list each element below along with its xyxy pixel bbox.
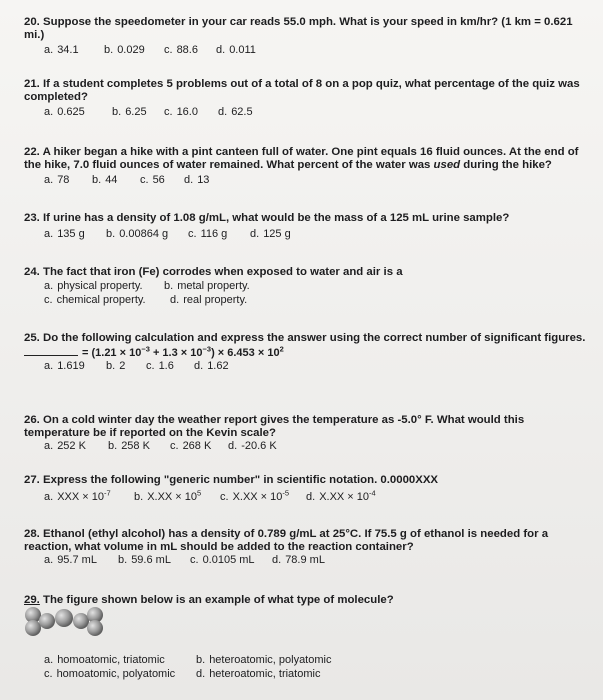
question-23 (24, 212, 589, 244)
option-d[interactable]: d. real property. (170, 293, 248, 306)
option-b[interactable]: b. metal property. (164, 279, 250, 292)
option-a[interactable]: a. XXX × $10^{-7}$ (44, 487, 111, 503)
calculation-formula: = $(1.21 \times 10^{-3} + 1.3 \times 10^{-3}) \times 6.453 \times 10^2$ (24, 347, 589, 359)
option-d[interactable]: d. 125 g (250, 227, 291, 240)
question-20 (24, 16, 589, 60)
answer-options (24, 487, 589, 507)
atom (39, 613, 55, 629)
answer-options (24, 360, 589, 376)
question-stem: 25. Do the following calculation and express the answer using the correct number of significant figures. (24, 332, 586, 344)
option-c[interactable]: c. chemical property. (44, 293, 146, 306)
question-stem: 24. The fact that iron (Fe) corrodes when exposed to water and air is a (24, 266, 403, 278)
option-d[interactable]: d. 1.62 (194, 359, 229, 372)
atom (55, 609, 73, 627)
option-b[interactable]: b. 0.029 (104, 44, 145, 56)
option-b[interactable]: b. heteroatomic, polyatomic (196, 653, 332, 666)
option-b[interactable]: b. 44 (92, 174, 118, 186)
option-c[interactable]: c. 16.0 (164, 106, 198, 118)
option-d[interactable]: d. 78.9 mL (272, 554, 325, 566)
option-a[interactable]: a. 252 K (44, 440, 86, 452)
option-c[interactable]: c. 56 (140, 174, 165, 186)
answer-options (24, 554, 589, 570)
question-22 (24, 146, 589, 190)
answer-options (24, 106, 589, 122)
question-stem: 28. Ethanol (ethyl alcohol) has a density of 0.789 g/mL at 25°C. If 75.5 g of ethanol is needed for a reaction, what volume in mL should be added to the reaction container? (24, 528, 549, 553)
option-b[interactable]: b. 6.25 (112, 106, 147, 118)
option-d[interactable]: d. heteroatomic, triatomic (196, 667, 321, 680)
option-a[interactable]: a. 78 (44, 174, 70, 186)
atom (25, 620, 41, 636)
question-29 (24, 594, 589, 683)
question-stem: 26. On a cold winter day the weather report gives the temperature as -5.0° F. What would this temperature be if reported on the Kevin scale? (24, 414, 525, 439)
option-c[interactable]: c. 268 K (170, 440, 212, 452)
molecule-figure (24, 604, 106, 638)
question-stem: 29. The figure shown below is an example of what type of molecule? (24, 594, 394, 606)
question-stem: 23. If urine has a density of 1.08 g/mL, what would be the mass of a 125 mL urine sample? (24, 212, 510, 224)
option-b[interactable]: b. 59.6 mL (118, 554, 171, 566)
answer-options-row2 (24, 294, 589, 308)
question-26 (24, 414, 589, 456)
atom (87, 620, 103, 636)
option-b[interactable]: b. 258 K (108, 440, 150, 452)
option-a[interactable]: a. physical property. (44, 279, 143, 292)
question-27 (24, 474, 589, 507)
option-a[interactable]: a. 0.625 (44, 106, 85, 118)
question-stem: 22. A hiker began a hike with a pint canteen full of water. One pint equals 16 fluid ounces. At the end of the hike, 7.0 fluid ounces of water remained. What percent of the water was used during the hike? (24, 146, 579, 171)
option-d[interactable]: d. -20.6 K (228, 440, 277, 452)
option-a[interactable]: a. 95.7 mL (44, 554, 97, 566)
option-d[interactable]: d. $X.XX \times 10^{-4}$ (306, 487, 376, 503)
option-d[interactable]: d. 62.5 (218, 106, 253, 118)
question-stem: 27. Express the following "generic number" in scientific notation. 0.0000XXX (24, 474, 439, 486)
question-25 (24, 332, 589, 376)
question-24 (24, 266, 589, 308)
answer-blank[interactable] (24, 355, 78, 356)
question-28 (24, 528, 589, 570)
option-b[interactable]: b. $X.XX \times 10^5$ (134, 487, 202, 503)
option-a[interactable]: a. 1.619 (44, 359, 85, 372)
option-c[interactable]: c. 1.6 (146, 359, 174, 372)
answer-options (24, 653, 589, 683)
answer-options (24, 44, 589, 60)
answer-options (24, 174, 589, 190)
option-a[interactable]: a. 34.1 (44, 44, 79, 56)
option-c[interactable]: c. 116 g (188, 227, 228, 240)
option-b[interactable]: b. 0.00864 g (106, 227, 169, 240)
option-d[interactable]: d. 13 (184, 174, 210, 186)
option-a[interactable]: a. 135 g (44, 227, 85, 240)
option-c[interactable]: c. 88.6 (164, 44, 198, 56)
question-21 (24, 78, 589, 122)
option-a[interactable]: a. homoatomic, triatomic (44, 653, 165, 666)
atom (73, 613, 89, 629)
option-c[interactable]: c. 0.0105 mL (190, 554, 255, 566)
option-c[interactable]: c. $X.XX \times 10^{-5}$ (220, 487, 290, 503)
option-b[interactable]: b. 2 (106, 359, 126, 372)
question-stem: 20. Suppose the speedometer in your car reads 55.0 mph. What is your speed in km/hr? (1 km = 0.621 mi.) (24, 16, 573, 41)
answer-options (24, 228, 589, 244)
option-d[interactable]: d. 0.011 (216, 44, 256, 56)
answer-options (24, 440, 589, 456)
answer-options (24, 280, 589, 294)
question-stem: 21. If a student completes 5 problems out of a total of 8 on a pop quiz, what percentage of the quiz was completed? (24, 78, 580, 103)
option-c[interactable]: c. homoatomic, polyatomic (44, 667, 176, 680)
